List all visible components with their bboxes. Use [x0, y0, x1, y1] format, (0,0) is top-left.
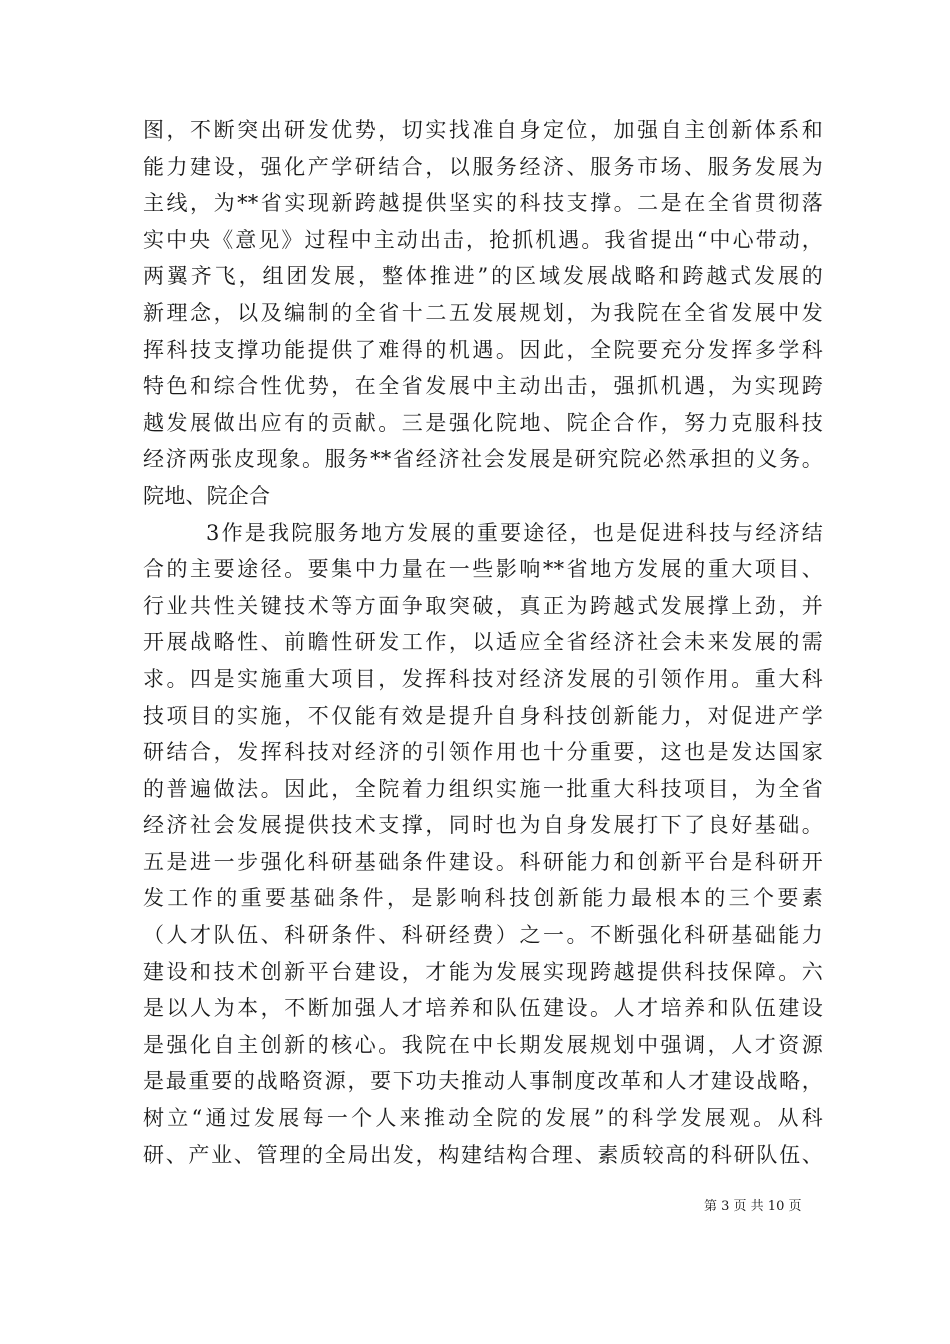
text-line: 能力建设，强化产学研结合，以服务经济、服务市场、服务发展为 — [143, 154, 823, 179]
text-line: 研结合，发挥科技对经济的引领作用也十分重要，这也是发达国家 — [143, 740, 823, 765]
text-line: 发工作的重要基础条件，是影响科技创新能力最根本的三个要素 — [143, 886, 823, 911]
text-line: 新理念，以及编制的全省十二五发展规划，为我院在全省发展中发 — [143, 300, 823, 325]
text-line: 挥科技支撑功能提供了难得的机遇。因此，全院要充分发挥多学科 — [143, 337, 823, 362]
text-line: 两翼齐飞，组团发展，整体推进”的区域发展战略和跨越式发展的 — [143, 264, 823, 289]
text-line: 3作是我院服务地方发展的重要途径，也是促进科技与经济结 — [206, 520, 823, 545]
text-line: 特色和综合性优势，在全省发展中主动出击，强抓机遇，为实现跨 — [143, 374, 823, 399]
text-line: 院地、院企合 — [143, 483, 271, 508]
text-line: 求。四是实施重大项目，发挥科技对经济发展的引领作用。重大科 — [143, 666, 823, 691]
text-line: 五是进一步强化科研基础条件建设。科研能力和创新平台是科研开 — [143, 849, 823, 874]
text-line: 经济社会发展提供技术支撑，同时也为自身发展打下了良好基础。 — [143, 813, 823, 838]
text-line: 图，不断突出研发优势，切实找准自身定位，加强自主创新体系和 — [143, 118, 823, 142]
text-line: 是最重要的战略资源，要下功夫推动人事制度改革和人才建设战略， — [143, 1069, 823, 1094]
text-line: 研、产业、管理的全局出发，构建结构合理、素质较高的科研队伍、 — [143, 1142, 823, 1167]
text-line: 树立“通过发展每一个人来推动全院的发展”的科学发展观。从科 — [143, 1106, 823, 1131]
text-line: 是以人为本，不断加强人才培养和队伍建设。人才培养和队伍建设 — [143, 996, 823, 1021]
text-line: 实中央《意见》过程中主动出击，抢抓机遇。我省提出“中心带动， — [143, 227, 823, 252]
text-line: 行业共性关键技术等方面争取突破，真正为跨越式发展撑上劲，并 — [143, 593, 823, 618]
text-line: 主线，为**省实现新跨越提供坚实的科技支撑。二是在全省贯彻落 — [143, 191, 823, 216]
text-line: 经济两张皮现象。服务**省经济社会发展是研究院必然承担的义务。 — [143, 447, 823, 472]
text-line: 合的主要途径。要集中力量在一些影响**省地方发展的重大项目、 — [143, 557, 823, 582]
text-line: 技项目的实施，不仅能有效是提升自身科技创新能力，对促进产学 — [143, 703, 823, 728]
body-text — [143, 112, 823, 1173]
page-number-footer: 第 3 页 共 10 页 — [704, 1199, 802, 1214]
text-line: 是强化自主创新的核心。我院在中长期发展规划中强调，人才资源 — [143, 1032, 823, 1057]
text-line: （人才队伍、科研条件、科研经费）之一。不断强化科研基础能力 — [143, 923, 823, 948]
text-line: 建设和技术创新平台建设，才能为发展实现跨越提供科技保障。六 — [143, 959, 823, 984]
text-line: 越发展做出应有的贡献。三是强化院地、院企合作，努力克服科技 — [143, 410, 823, 435]
text-line: 的普遍做法。因此，全院着力组织实施一批重大科技项目，为全省 — [143, 776, 823, 801]
text-line: 开展战略性、前瞻性研发工作，以适应全省经济社会未来发展的需 — [143, 630, 823, 655]
